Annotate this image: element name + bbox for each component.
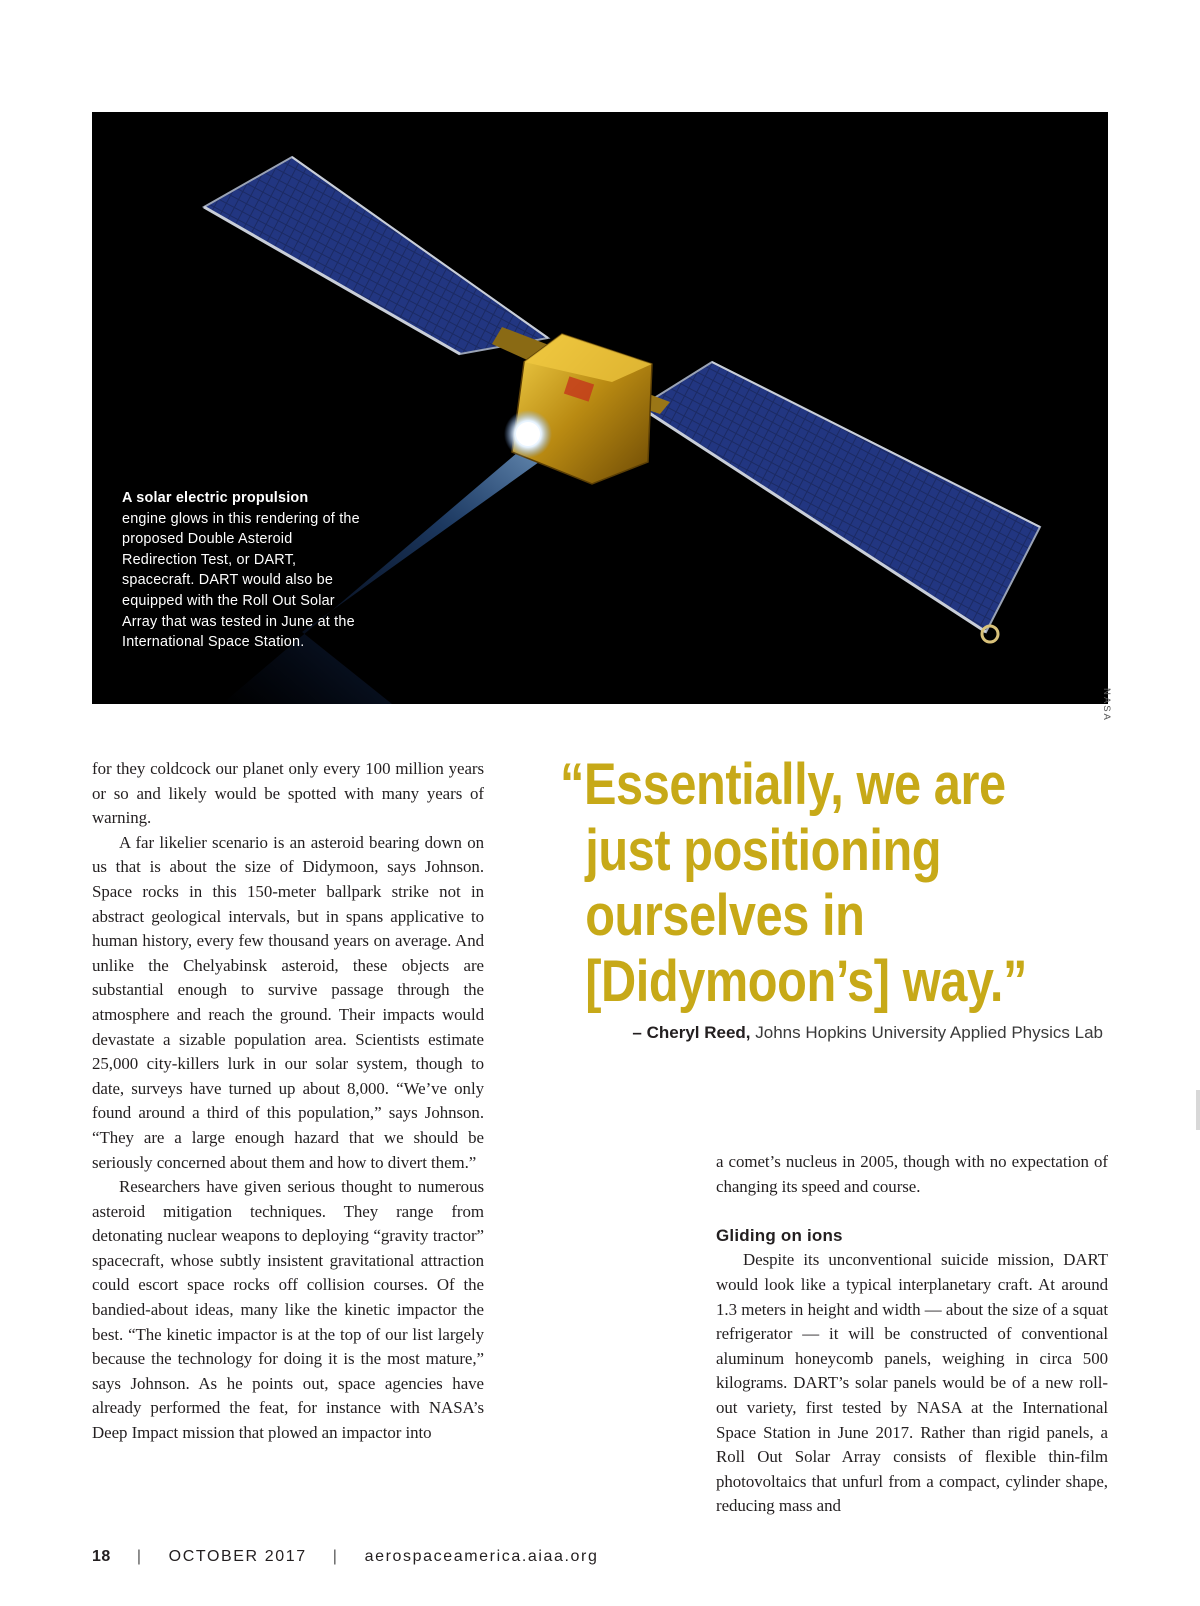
pull-quote-line: [Didymoon’s] way.” <box>585 948 1028 1014</box>
page-number: 18 <box>92 1548 111 1565</box>
caption-text: engine glows in this rendering of the proposed Double Asteroid Redirection Test, or DART, spacecraft. DART would also be equipped with the Roll Out Solar Array that was tested in June at the International Space Station. <box>122 510 360 651</box>
pull-quote-attribution <box>632 1023 1103 1043</box>
spacecraft-illustration <box>92 112 1108 704</box>
caption-lead: A solar electric propulsion <box>122 490 309 506</box>
paragraph: Despite its unconventional suicide mission, DART would look like a typical interplanetary craft. At around 1.3 meters in height and width — about the size of a squat refrigerator — it will be constructed of conventional aluminum honeycomb panels, weighing in circa 500 kilograms. DART’s solar panels would be of a new roll-out variety, first tested by NASA at the International Space Station in June 2017. Rather than rigid panels, a Roll Out Solar Array consists of flexible thin-film photovoltaics that unfurl from a compact, cylinder shape, reducing mass and <box>716 1250 1108 1516</box>
site-url: aerospaceamerica.aiaa.org <box>364 1548 599 1565</box>
pull-quote-line: “Essentially, we are <box>560 752 1006 817</box>
body-column-left <box>92 757 484 1446</box>
footer-separator: | <box>136 1548 143 1565</box>
footer-separator: | <box>332 1548 339 1565</box>
photo-credit: NASA <box>1101 688 1112 722</box>
body-column-right <box>716 1150 1108 1519</box>
issue-date: OCTOBER 2017 <box>168 1548 307 1565</box>
pull-quote-line: just positioning <box>585 817 942 883</box>
attribution-affiliation: Johns Hopkins University Applied Physics Lab <box>755 1023 1103 1042</box>
solar-array-left <box>204 157 548 354</box>
attribution-name: – Cheryl Reed, <box>632 1023 751 1042</box>
page-edge-mark <box>1196 1090 1200 1130</box>
paragraph: for they coldcock our planet only every 100 million years or so and likely would be spotted with many years of warning. <box>92 759 484 828</box>
pull-quote-line: ourselves in <box>585 883 865 948</box>
paragraph: Researchers have given serious thought to numerous asteroid mitigation techniques. They range from detonating nuclear weapons to deploying “gravity tractor” spacecraft, whose subtly insistent gravitational attraction could escort space rocks off collision courses. Of the bandied-about ideas, many like the kinetic impactor the best. “The kinetic impactor is at the top of our list largely because the technology for doing it is the most mature,” says Johnson. As he points out, space agencies have already performed the feat, for instance with NASA’s Deep Impact mission that plowed an impactor into <box>92 1177 484 1443</box>
paragraph: A far likelier scenario is an asteroid bearing down on us that is about the size of Didymoon, says Johnson. Space rocks in this 150-meter ballpark strike not in abstract geological intervals, but in spans applicative to human history, every few thousand years on average. And unlike the Chelyabinsk asteroid, these objects are substantial enough to survive passage through the atmosphere and reach the ground. Their impacts would devastate a sizable population area. Scientists estimate 25,000 city-killers lurk in our solar system, though to date, surveys have turned up about 8,000. “We’ve only found around a third of this population,” says Johnson. “They are a large enough hazard that we should be seriously concerned about them and how to divert them.” <box>92 832 484 1172</box>
pull-quote <box>560 752 1030 1014</box>
paragraph: a comet’s nucleus in 2005, though with no expectation of changing its speed and course. <box>716 1152 1108 1196</box>
figure-caption <box>122 488 362 653</box>
page-footer <box>92 1548 598 1566</box>
section-subhead: Gliding on ions <box>716 1225 843 1245</box>
